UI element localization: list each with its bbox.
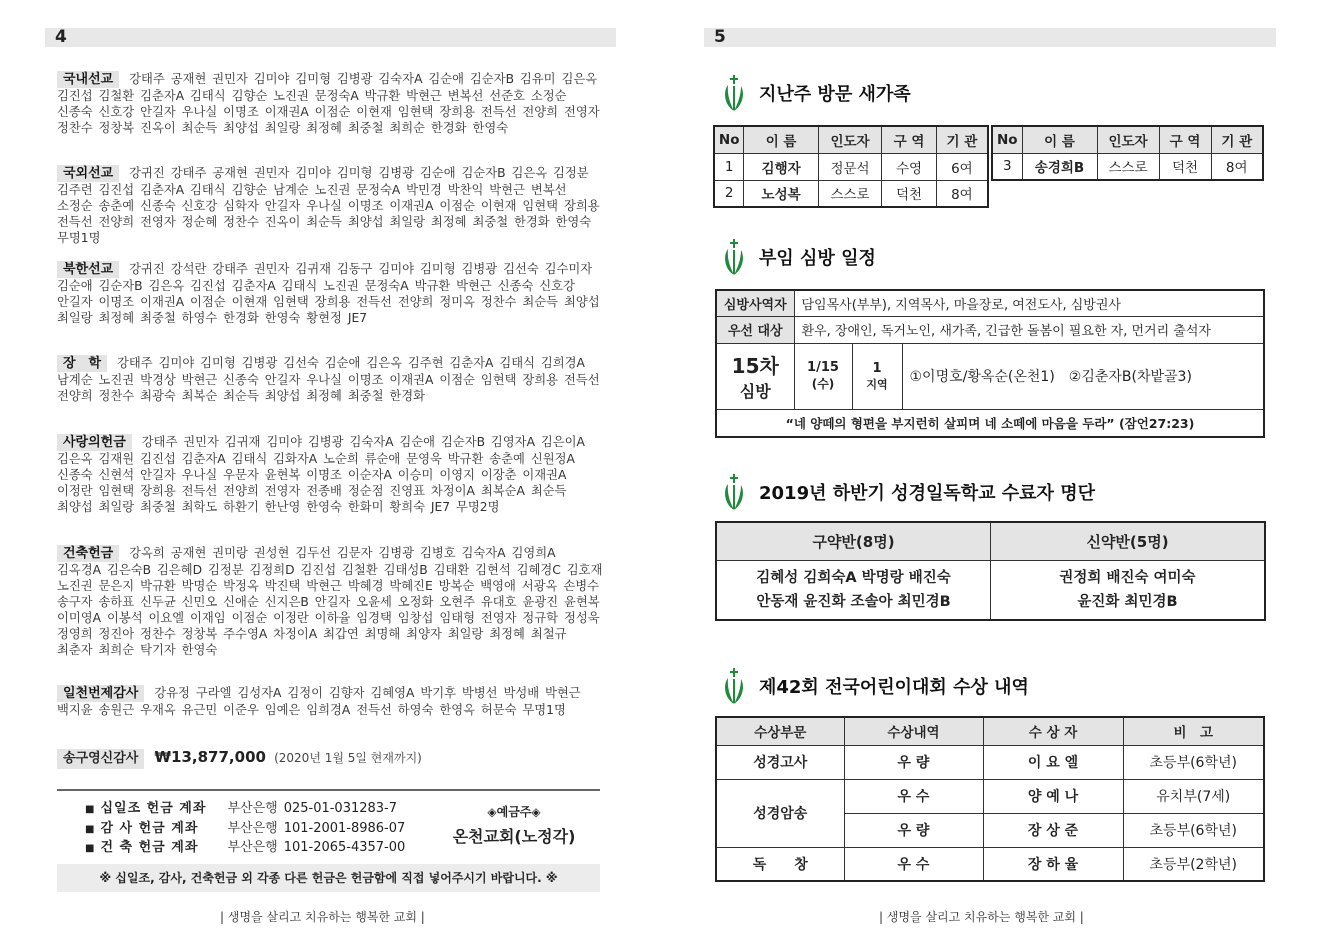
- old-testament-names: [716, 560, 991, 620]
- area-number: 1: [872, 360, 882, 376]
- names-line: 권정희 배진숙 여미숙: [1059, 569, 1196, 586]
- simbang-table: [715, 289, 1265, 438]
- offering-names: 강유정 구라엘 김성자A 김정이 김향자 김혜영A 박기후 박병선 박성배 박현근 백지윤 송원근 우재옥 유근민 이준우 임예은 임희경A 전득선 하영숙 한영옥 허문숙 무명1명: [57, 686, 581, 717]
- award-winner: 장 하 율: [983, 847, 1123, 881]
- table-row: [716, 316, 1264, 343]
- account-number: 101-2065-4357-00: [283, 840, 406, 855]
- cell: 2: [714, 180, 744, 207]
- col-no: No: [714, 126, 744, 153]
- account-name: 건 축 헌금 계좌: [100, 840, 199, 855]
- award-category: 성경고사: [716, 745, 844, 779]
- table-header-row: [716, 717, 1264, 745]
- col-guide: 인도자: [818, 126, 881, 153]
- award-note: 초등부(6학년): [1123, 745, 1264, 779]
- award-note: 유치부(7세): [1123, 779, 1264, 813]
- old-testament-header: 구약반(8명): [716, 522, 991, 560]
- cell: 스스로: [1097, 153, 1159, 180]
- cell: 스스로: [818, 180, 881, 207]
- col-org: 기 관: [1211, 126, 1263, 153]
- col-result: 수상내역: [844, 717, 983, 745]
- account-note: ※ 십일조, 감사, 건축헌금 외 각종 다른 헌금은 헌금함에 직접 넣어주시기 바랍니다. ※: [57, 864, 600, 892]
- award-result: 우 량: [844, 813, 983, 847]
- offering-label: 일천번제감사: [57, 685, 144, 702]
- page-number: 4: [55, 27, 67, 47]
- square-bullet-icon: ■: [85, 843, 95, 854]
- section-title-text: 지난주 방문 새가족: [759, 84, 911, 105]
- cell: 덕천: [882, 180, 937, 207]
- account-name: 십일조 헌금 계좌: [100, 801, 207, 816]
- cell: 수영: [882, 153, 937, 180]
- cell: 김행자: [744, 153, 818, 180]
- offering-label: 건축헌금: [57, 545, 119, 562]
- cell: 1: [714, 153, 744, 180]
- names-line: 안동재 윤진화 조솔아 최민경B: [756, 593, 951, 610]
- area-label: 지역: [866, 377, 888, 391]
- col-district: 구 역: [1159, 126, 1211, 153]
- offering-label: 국외선교: [57, 165, 119, 182]
- cell: 8여: [1211, 153, 1263, 180]
- cell: 덕천: [1159, 153, 1211, 180]
- section-title-graduates: [721, 472, 1095, 512]
- graduates-table: [715, 521, 1266, 621]
- account-row: [85, 800, 397, 819]
- award-note: 초등부(6학년): [1123, 813, 1264, 847]
- date-cell: [794, 343, 852, 409]
- table-row: [714, 180, 988, 207]
- row-value: 환우, 장애인, 독거노인, 새가족, 긴급한 돌봄이 필요한 자, 먼거리 출석자: [794, 316, 1264, 343]
- table-row: [716, 409, 1264, 437]
- account-bank: 부산은행: [227, 801, 278, 816]
- date-value: 1/15: [807, 360, 839, 375]
- cell: 노성복: [744, 180, 818, 207]
- offering-label: 사랑의헌금: [57, 434, 132, 451]
- offering-names: 강태주 김미야 김미형 김병광 김선숙 김순애 김은옥 김주현 김춘자A 김태식 김희경A 남계순 노진권 박경상 박현근 신종숙 안길자 우나실 이명조 이재권A 이점순 임현택 장희용 전득선 전양희 정찬수 최광숙 최복순 최순득 최양섭 최정혜 최중철 한경화: [57, 356, 600, 404]
- cross-leaf-icon: [721, 237, 747, 277]
- award-category: 독 창: [716, 847, 844, 881]
- col-name: 이 름: [1022, 126, 1097, 153]
- col-note: 비 고: [1123, 717, 1264, 745]
- table-header-row: [714, 126, 988, 153]
- square-bullet-icon: ■: [85, 824, 95, 835]
- names-line: 김혜성 김희숙A 박명랑 배진숙: [756, 569, 951, 586]
- award-winner: 양 예 나: [983, 779, 1123, 813]
- section-title-visitors: [721, 73, 911, 113]
- page-number: 5: [714, 27, 726, 47]
- cell: 정문석: [818, 153, 881, 180]
- row-label: 우선 대상: [716, 316, 794, 343]
- account-number: 101-2001-8986-07: [283, 821, 406, 836]
- award-result: 우 량: [844, 745, 983, 779]
- account-bank: 부산은행: [227, 821, 278, 836]
- page-number-bar: [704, 28, 1276, 47]
- table-header-row: [716, 522, 1265, 560]
- col-org: 기 관: [936, 126, 988, 153]
- award-note: 초등부(2학년): [1123, 847, 1264, 881]
- award-result: 우 수: [844, 847, 983, 881]
- day-value: (수): [811, 377, 835, 391]
- section-title-awards: [721, 666, 1029, 706]
- offering-love: [57, 434, 605, 515]
- table-row: [716, 343, 1264, 409]
- award-winner: 이 요 엘: [983, 745, 1123, 779]
- account-bank: 부산은행: [227, 840, 278, 855]
- page-footer: | 생명을 살리고 치유하는 행복한 교회 |: [220, 910, 425, 924]
- cross-leaf-icon: [721, 73, 747, 113]
- account-number: 025-01-031283-7: [283, 801, 398, 816]
- offering-label: 국내선교: [57, 71, 119, 88]
- offering-north-korea-mission: [57, 261, 605, 326]
- offering-building: [57, 545, 605, 659]
- depositor-title: ◈예금주◈: [487, 805, 541, 819]
- songgu-note: (2020년 1월 5일 현재까지): [274, 751, 422, 765]
- section-title-text: 부임 심방 일정: [759, 248, 876, 269]
- col-guide: 인도자: [1097, 126, 1159, 153]
- songgu-label: 송구영신감사: [57, 749, 144, 769]
- new-year-thanksgiving: [57, 747, 422, 769]
- round-number: 15차: [731, 354, 779, 378]
- offering-label: 북한선교: [57, 261, 119, 278]
- offering-overseas-mission: [57, 165, 605, 246]
- area-cell: [852, 343, 902, 409]
- section-title-text: 2019년 하반기 성경일독학교 수료자 명단: [759, 483, 1095, 504]
- row-value: 담임목사(부부), 지역목사, 마을장로, 여전도사, 심방권사: [794, 290, 1264, 316]
- award-winner: 장 상 준: [983, 813, 1123, 847]
- songgu-amount: ₩13,877,000: [154, 748, 266, 766]
- page-footer: | 생명을 살리고 치유하는 행복한 교회 |: [879, 910, 1084, 924]
- row-label: 심방사역자: [716, 290, 794, 316]
- account-row: [85, 839, 405, 858]
- cross-leaf-icon: [721, 666, 747, 706]
- square-bullet-icon: ■: [85, 804, 95, 815]
- offering-names: 강태주 공재현 권민자 김미야 김미형 김병광 김숙자A 김순애 김순자B 김유미 김은옥 김진섭 김철환 김춘자A 김태식 김향순 노진권 문정숙A 박규환 박현근 변복선 선준호 소정순 신종숙 신호강 안길자 우나실 이명조 이재권A 이점순 이현재 임현택 장희용 전득선 전양희 전영자 정찬수 정창복 진옥이 최순득 최양섭 최일랑 최정혜 최중철 최희순 한경화 한영숙: [57, 72, 600, 136]
- offering-domestic-mission: [57, 71, 605, 136]
- account-name: 감 사 헌금 계좌: [100, 821, 199, 836]
- col-no: No: [992, 126, 1022, 153]
- table-row: [716, 779, 1264, 813]
- cell: 3: [992, 153, 1022, 180]
- col-district: 구 역: [882, 126, 937, 153]
- page-number-bar: [45, 28, 616, 47]
- round-label: 심방: [739, 382, 771, 401]
- account-row: [85, 820, 405, 839]
- cell: 6여: [936, 153, 988, 180]
- new-testament-names: [991, 560, 1266, 620]
- round-cell: [716, 343, 794, 409]
- col-winner: 수 상 자: [983, 717, 1123, 745]
- award-result: 우 수: [844, 779, 983, 813]
- table-row: [716, 745, 1264, 779]
- table-header-row: [992, 126, 1263, 153]
- offering-names: 강태주 권민자 김귀재 김미야 김병광 김숙자A 김순애 김순자B 김영자A 김은이A 김은옥 김재원 김진섭 김춘자A 김태식 김화자A 노순희 류순애 문영욱 박규환 송춘예 신원정A 신종숙 신현석 안길자 우나실 우문자 윤현복 이명조 이순자A 이승미 이영지 이장춘 이재권A 이정란 임현택 장희용 전득선 전양희 전영자 전종배 정순점 진영표 차정이A 최복순A 최순득 최양섭 최일랑 최중철 최학도 하환기 한난영 한영숙 한화미 황희숙 JE7 무명2명: [57, 435, 585, 515]
- table-row: [716, 290, 1264, 316]
- table-row: [716, 560, 1265, 620]
- table-row: [992, 153, 1263, 180]
- right-page: [661, 0, 1322, 937]
- visitors-table-right: [991, 125, 1264, 181]
- depositor: [449, 803, 579, 847]
- offering-label: 장 학: [57, 355, 107, 372]
- account-box: [57, 789, 600, 893]
- names-line: 윤진화 최민경B: [1077, 593, 1178, 610]
- visitors-table-left: [713, 125, 989, 208]
- new-testament-header: 신약반(5명): [991, 522, 1266, 560]
- visit-list: ①이명호/황옥순(온천1) ②김춘자B(차밭골3): [902, 343, 1264, 409]
- cell: 8여: [936, 180, 988, 207]
- offering-scholarship: [57, 355, 605, 404]
- col-category: 수상부문: [716, 717, 844, 745]
- offering-names: 강옥희 공재현 권미랑 권성현 김두선 김문자 김병광 김병호 김숙자A 김영희A 김옥경A 김은숙B 김은혜D 김정분 김정희D 김진섭 김철환 김태성B 김태환 김현석 김혜경C 김호재 노진권 문은지 박규환 박명순 박정옥 박진택 박현근 박혜경 박혜진E 방복순 백영애 서광옥 손병수 송구자 송하표 신두균 신민오 신애순 신지은B 안길자 오윤세 오정화 오현주 유대호 윤광진 윤현복 이미영A 이봉석 이요엘 이재임 이점순 이정란 이하율 임경택 임창섭 임태형 전영자 정규학 정성욱 정영희 정진아 정찬수 정창복 주수영A 차정이A 최갑연 최명해 최양자 최일랑 최정혜 최철규 최춘자 최희순 탁기자 한영숙: [57, 546, 603, 658]
- col-name: 이 름: [744, 126, 818, 153]
- table-row: [716, 847, 1264, 881]
- award-category: 성경암송: [716, 779, 844, 847]
- offering-names: 강귀진 강석란 강태주 권민자 김귀재 김동구 김미야 김미형 김병광 김선숙 김수미자 김순애 김순자B 김은옥 김진섭 김춘자A 김태식 노진권 문정숙A 박규환 박현근 신종숙 신호강 안길자 이명조 이재권A 이점순 이현재 임현택 장희용 전득선 전양희 정미옥 정찬수 최순득 최양섭 최일랑 최정혜 최중철 하영수 한경화 한영숙 황현정 JE7: [57, 262, 600, 326]
- bible-verse: “네 양떼의 형편을 부지런히 살피며 네 소떼에 마음을 두라” (잠언27:23): [716, 409, 1264, 437]
- cross-leaf-icon: [721, 472, 747, 512]
- depositor-name: 온천교회(노정각): [452, 827, 576, 846]
- offering-names: 강귀진 강태주 공재현 권민자 김미야 김미형 김병광 김순애 김순자B 김은옥 김정분 김주련 김진섭 김춘자A 김태식 김향순 남계순 노진권 문정숙A 박민경 박찬익 박현근 변복선 소정순 송춘예 신종숙 신호강 심학자 안길자 우나실 이명조 이재권A 이점순 이현재 임현택 장희용 전득선 전양희 전영자 정순혜 정찬수 진옥이 최순득 최양섭 최일랑 최정혜 최중철 한경화 한영숙 무명1명: [57, 166, 600, 246]
- table-row: [714, 153, 988, 180]
- section-title-text: 제42회 전국어린이대회 수상 내역: [759, 677, 1029, 698]
- awards-table: [715, 716, 1265, 882]
- cell: 송경희B: [1022, 153, 1097, 180]
- offering-thousand-burnt: [57, 685, 605, 718]
- section-title-simbang: [721, 237, 876, 277]
